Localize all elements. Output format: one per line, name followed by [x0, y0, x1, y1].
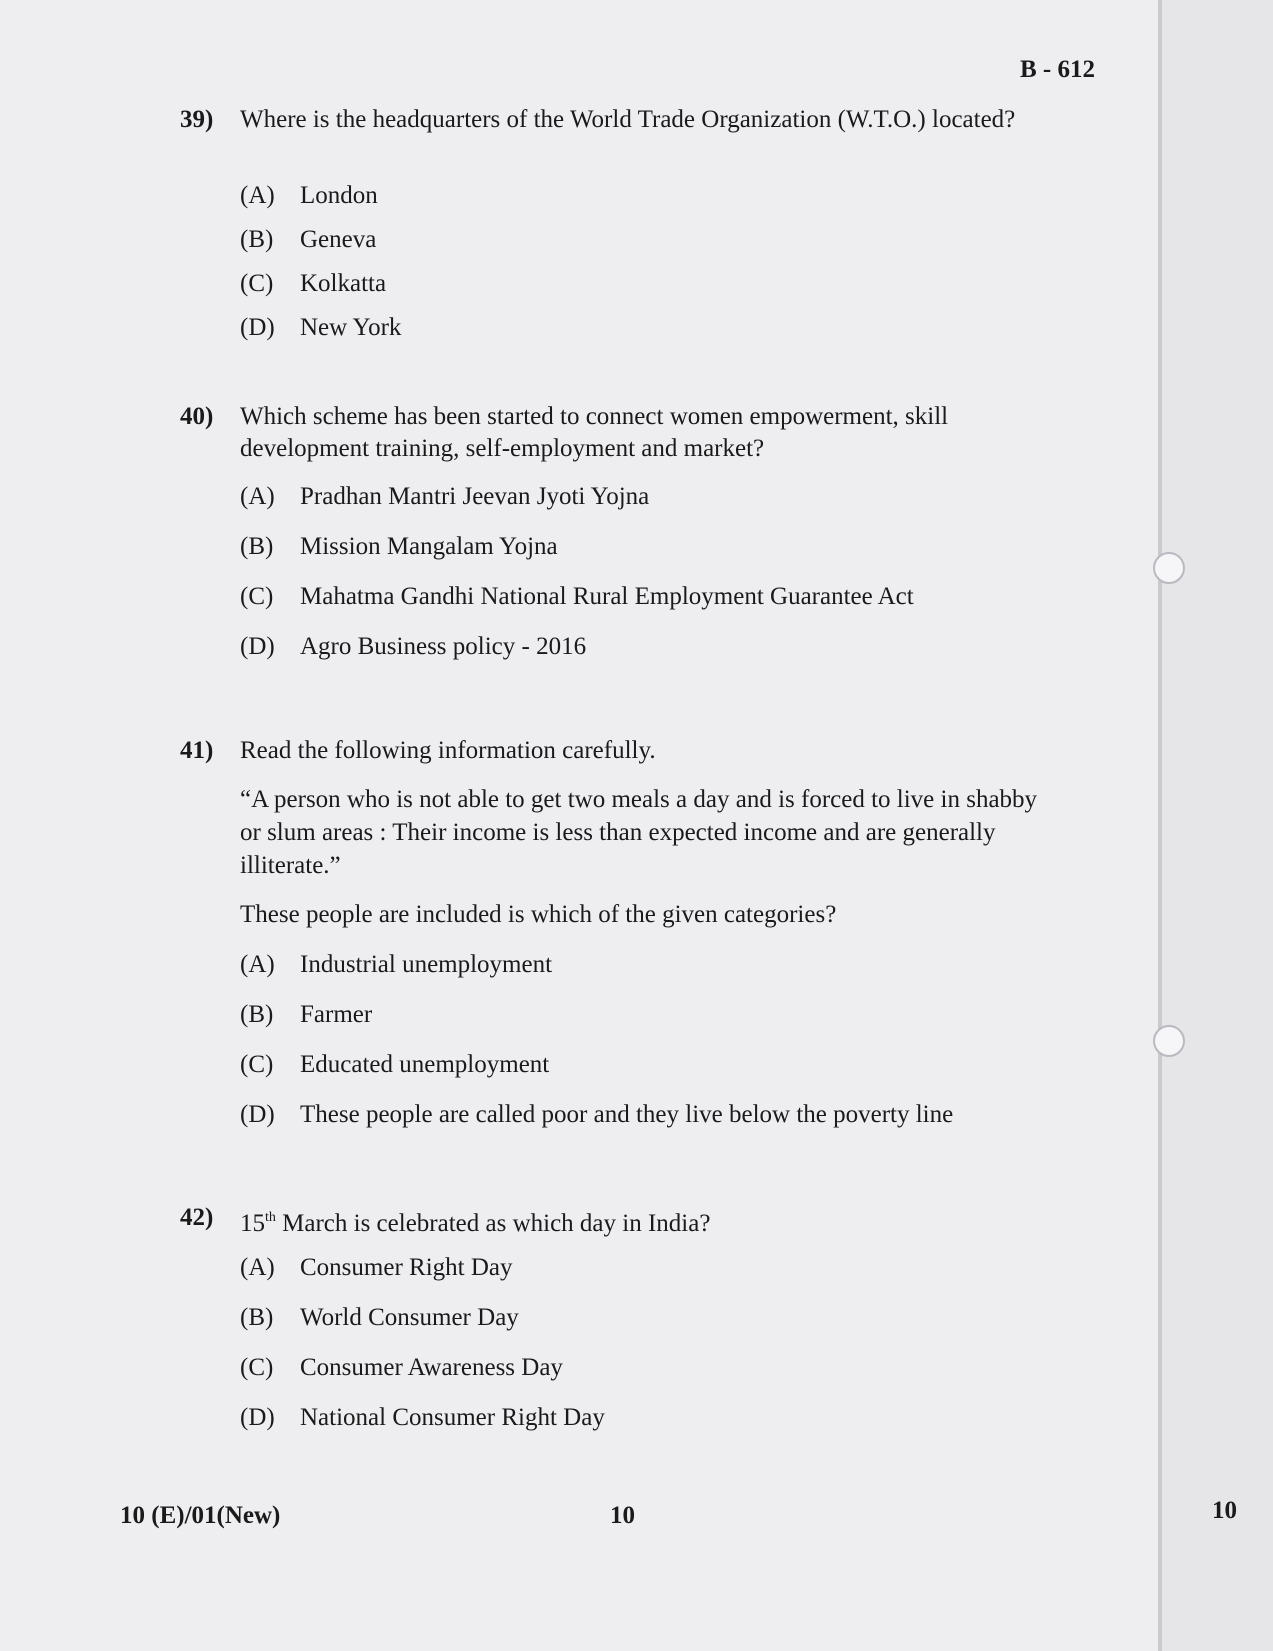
option-b: (B) Geneva [240, 226, 377, 253]
question-passage: “A person who is not able to get two meals a day and is forced to live in shabby or slum areas : Their income is less than expected income and are generally illiterate.” [240, 786, 1038, 879]
option-a: (A) Consumer Right Day [240, 1254, 513, 1281]
option-c: (C) Educated unemployment [240, 1051, 550, 1078]
option-d: (D) New York [240, 314, 402, 341]
paper-code: B - 612 [1020, 56, 1095, 83]
question-42 [180, 1202, 1050, 1431]
question-number: 40) [180, 403, 214, 430]
question-text: 15th March is celebrated as which day in India? [240, 1210, 711, 1237]
question-41 [180, 735, 1050, 1128]
footer-paper-id: 10 (E)/01(New) [120, 1502, 281, 1529]
option-b: (B) Mission Mangalam Yojna [240, 533, 558, 560]
question-text: Read the following information carefully. [240, 737, 656, 764]
question-number: 42) [180, 1204, 214, 1231]
footer-underlying-page-number: 10 [1212, 1497, 1237, 1524]
option-a: (A) Industrial unemployment [240, 951, 553, 978]
option-d: (D) Agro Business policy - 2016 [240, 633, 587, 660]
option-c: (C) Mahatma Gandhi National Rural Employment Guarantee Act [240, 583, 914, 610]
option-a: (A) Pradhan Mantri Jeevan Jyoti Yojna [240, 483, 650, 510]
question-number: 41) [180, 737, 214, 764]
option-d: (D) These people are called poor and they live below the poverty line [240, 1101, 954, 1128]
option-b: (B) World Consumer Day [240, 1304, 519, 1331]
footer-page-number: 10 [610, 1502, 635, 1529]
option-c: (C) Consumer Awareness Day [240, 1354, 563, 1381]
punch-hole [1153, 552, 1185, 584]
question-instruction: These people are included is which of the given categories? [240, 901, 837, 928]
punch-hole [1153, 1025, 1185, 1057]
option-c: (C) Kolkatta [240, 270, 387, 297]
question-number: 39) [180, 106, 214, 133]
question-39 [180, 104, 1050, 341]
option-a: (A) London [240, 182, 378, 209]
question-text: Which scheme has been started to connect women empowerment, skill development training, self-employment and market? [240, 403, 949, 462]
question-40 [180, 401, 1050, 660]
option-b: (B) Farmer [240, 1001, 373, 1028]
underlying-page [1162, 0, 1273, 1651]
option-d: (D) National Consumer Right Day [240, 1404, 605, 1431]
question-text: Where is the headquarters of the World Trade Organization (W.T.O.) located? [240, 106, 1016, 133]
